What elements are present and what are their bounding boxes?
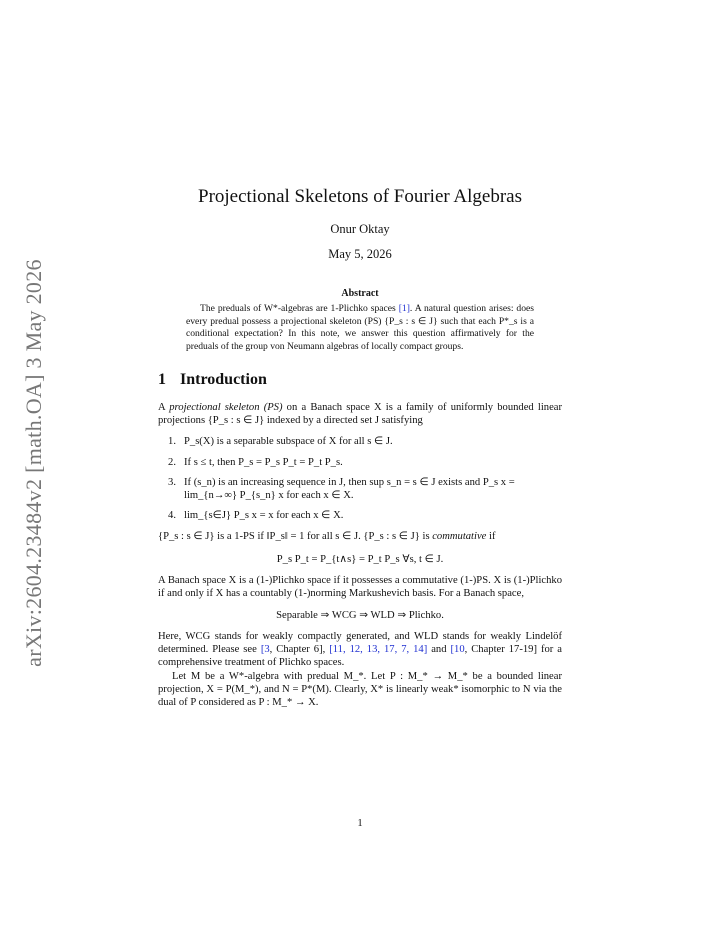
intro-text: Here, WCG stands for weakly compactly generated, and WLD stands for weakly Lindelöf determined. Please see [158, 631, 562, 656]
intro-paragraph-5: Let M be a W*-algebra with predual M_*. Let P : M_* → M_* be a bounded linear projection, X = P(M_*), and N = P*(M). Clearly, X* is linearly weak* isomorphic to N via the dual of P considered as P : M_* → X. [158, 670, 562, 709]
list-item-text: If (s_n) is an increasing sequence in J, then sup s_n = s ∈ J exists and P_s x = lim_{n→∞} P_{s_n} x for each x ∈ X. [184, 476, 515, 502]
page-number: 1 [357, 818, 363, 829]
list-item [158, 456, 562, 469]
intro-paragraph-4 [158, 630, 562, 670]
paper-page [158, 186, 562, 709]
intro-paragraph-2 [158, 530, 562, 543]
list-item-number: 4. [168, 510, 176, 522]
paper-title: Projectional Skeletons of Fourier Algebras [198, 186, 522, 207]
list-item-text: P_s(X) is a separable subspace of X for all s ∈ J. [184, 436, 393, 448]
abstract-body [186, 303, 534, 353]
list-item [158, 476, 562, 502]
arxiv-sidebar [16, 240, 52, 685]
intro-text: if [486, 531, 496, 543]
list-item-number: 1. [168, 436, 176, 448]
ps-conditions-list [158, 435, 562, 522]
section-heading [158, 371, 562, 389]
intro-text: and [427, 644, 451, 656]
citation-link[interactable]: [3 [260, 644, 270, 656]
term-commutative: commutative [432, 531, 487, 543]
list-item-number: 3. [168, 476, 176, 488]
paper-author: Onur Oktay [330, 222, 390, 236]
citation-link[interactable]: [10 [450, 644, 465, 656]
section-number: 1 [158, 371, 166, 388]
equation-implications: Separable ⇒ WCG ⇒ WLD ⇒ Plichko. [276, 610, 444, 622]
paper-date: May 5, 2026 [328, 247, 392, 261]
equation-commutative: P_s P_t = P_{t∧s} = P_t P_s ∀s, t ∈ J. [276, 553, 444, 565]
intro-text: , Chapter 17-19] for a comprehensive treatment of Plichko spaces. [158, 644, 562, 669]
intro-text: on a Banach space X is a family of uniformly bounded linear projections {P_s : s ∈ J} indexed by a directed set J satisfying [158, 402, 562, 427]
abstract [186, 288, 534, 353]
arxiv-identifier: arXiv:2604.23484v2 [math.OA] 3 May 2026 [21, 258, 46, 667]
term-projectional-skeleton: projectional skeleton (PS) [169, 402, 283, 413]
abstract-heading: Abstract [341, 288, 379, 299]
list-item [158, 435, 562, 448]
abstract-text-1: The preduals of W*-algebras are 1-Plichko spaces [200, 303, 396, 314]
intro-paragraph-1 [158, 401, 562, 427]
intro-text: , Chapter 6], [269, 644, 330, 656]
intro-paragraph-3: A Banach space X is a (1-)Plichko space if it possesses a commutative (1-)PS. X is (1-)Plichko if and only if X has a countably (1-)norming Markushevich basis. For a Banach space, [158, 574, 562, 599]
list-item-text: If s ≤ t, then P_s = P_s P_t = P_t P_s. [184, 456, 343, 468]
list-item [158, 509, 562, 522]
citation-link[interactable]: [11, 12, 13, 17, 7, 14] [329, 644, 428, 656]
list-item-number: 2. [168, 456, 176, 468]
list-item-text: lim_{s∈J} P_s x = x for each x ∈ X. [184, 510, 344, 522]
intro-text: A [158, 402, 170, 413]
abstract-citation-link[interactable]: [1] [398, 303, 410, 314]
section-title: Introduction [180, 371, 267, 388]
intro-text: {P_s : s ∈ J} is a 1-PS if ‖P_s‖ = 1 for all s ∈ J. {P_s : s ∈ J} is [158, 531, 433, 543]
abstract-text-2: . A natural question arises: does every predual possess a projectional skeleton (PS) {P_s : s ∈ J} such that each P*_s is a conditional expectation? In this note, we answer this question affirmatively for the preduals of the group von Neumann algebras of locally compact groups. [186, 303, 534, 352]
